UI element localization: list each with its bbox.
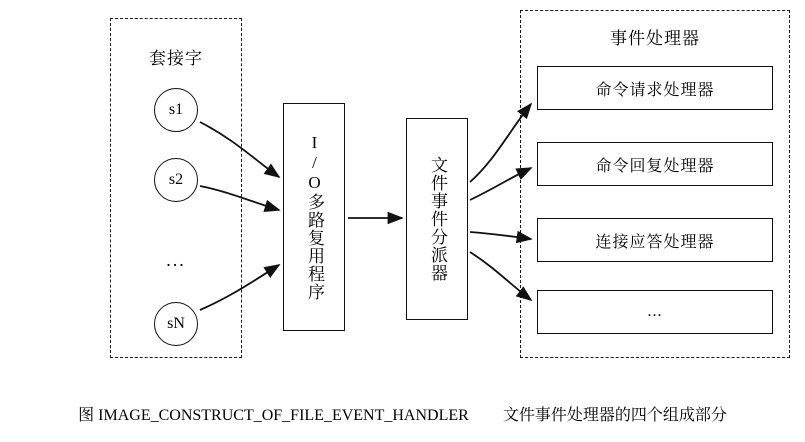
handler-connection-accept-label: 连接应答处理器 [595,233,715,251]
file-event-dispatcher-box [406,118,468,320]
socket-sn [154,302,198,346]
socket-s2 [154,158,198,202]
handler-command-request [537,66,773,110]
io-multiplexer-label: I/O多路复用程序 [305,133,325,301]
handler-more [537,290,773,334]
socket-s1 [154,88,198,132]
socket-ellipsis: ... [166,250,186,270]
file-event-dispatcher-label: 文件事件分派器 [428,156,448,282]
handler-command-request-label: 命令请求处理器 [595,81,715,99]
figure-caption-text: 文件事件处理器的四个组成部分 [502,407,727,424]
io-multiplexer-box [283,103,345,331]
sockets-group-title: 套接字 [149,49,203,68]
handlers-group-title: 事件处理器 [610,29,700,48]
figure-caption [0,402,805,425]
handler-command-reply-label: 命令回复处理器 [595,157,715,175]
handler-more-label: ... [647,303,663,320]
socket-s2-label: s2 [168,171,184,188]
socket-sn-label: sN [167,315,185,332]
handler-connection-accept [537,218,773,262]
figure-caption-prefix: 图 IMAGE_CONSTRUCT_OF_FILE_EVENT_HANDLER [78,407,469,424]
socket-s1-label: s1 [168,101,184,118]
handler-command-reply [537,142,773,186]
